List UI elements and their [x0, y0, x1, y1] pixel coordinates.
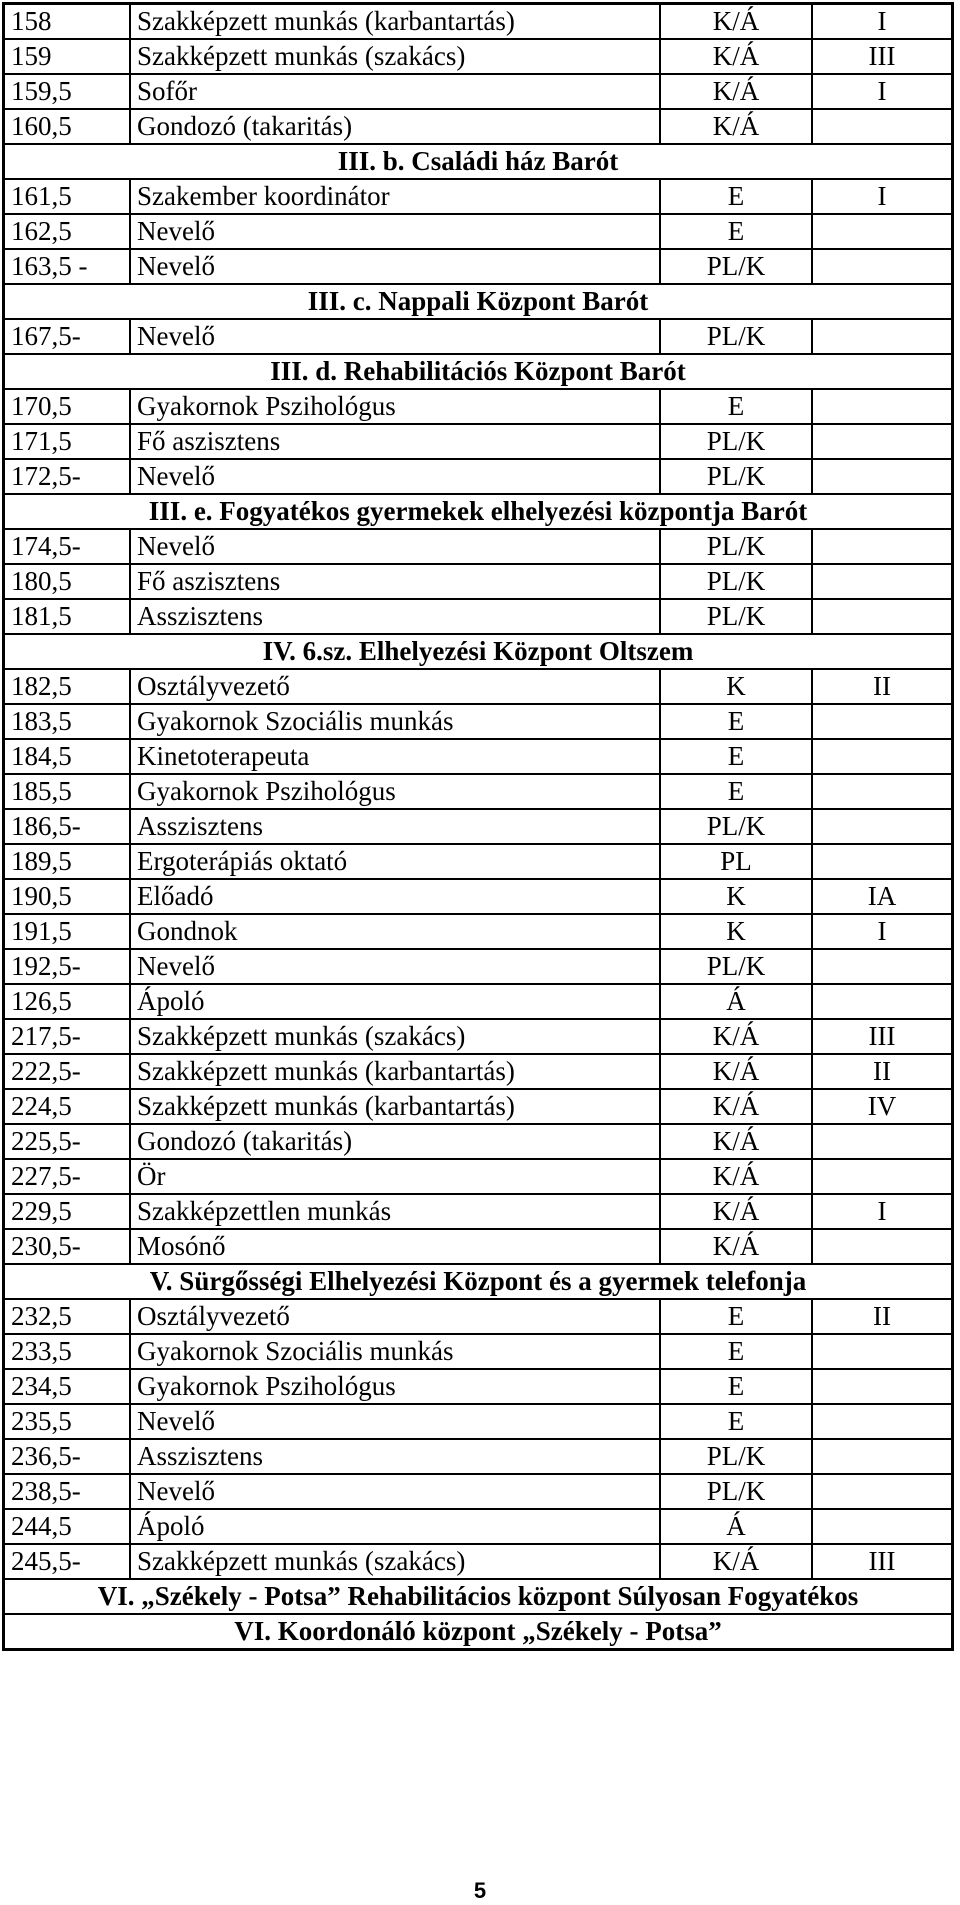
grade-cell [812, 424, 953, 459]
qualification-cell: PL [660, 844, 812, 879]
position-code-cell: 159,5 [4, 74, 131, 109]
grade-cell [812, 739, 953, 774]
position-code-cell: 233,5 [4, 1334, 131, 1369]
table-row [4, 179, 953, 214]
grade-cell: II [812, 1299, 953, 1334]
position-code-cell: 161,5 [4, 179, 131, 214]
position-name-cell: Mosónő [130, 1229, 660, 1264]
position-name-cell: Nevelő [130, 249, 660, 284]
table-row [4, 109, 953, 144]
table-row [4, 564, 953, 599]
grade-cell: III [812, 1019, 953, 1054]
qualification-cell: PL/K [660, 249, 812, 284]
position-code-cell: 244,5 [4, 1509, 131, 1544]
staff-table [2, 2, 954, 1651]
table-row [4, 914, 953, 949]
qualification-cell: E [660, 1369, 812, 1404]
position-code-cell: 174,5- [4, 529, 131, 564]
qualification-cell: PL/K [660, 599, 812, 634]
position-code-cell: 229,5 [4, 1194, 131, 1229]
qualification-cell: K/Á [660, 1229, 812, 1264]
table-row [4, 1124, 953, 1159]
position-code-cell: 234,5 [4, 1369, 131, 1404]
grade-cell [812, 984, 953, 1019]
grade-cell [812, 529, 953, 564]
position-code-cell: 126,5 [4, 984, 131, 1019]
table-row [4, 1544, 953, 1579]
grade-cell [812, 844, 953, 879]
qualification-cell: E [660, 179, 812, 214]
qualification-cell: PL/K [660, 424, 812, 459]
position-name-cell: Nevelő [130, 214, 660, 249]
qualification-cell: PL/K [660, 319, 812, 354]
position-name-cell: Nevelő [130, 529, 660, 564]
position-name-cell: Gyakornok Pszihológus [130, 774, 660, 809]
table-row [4, 389, 953, 424]
qualification-cell: PL/K [660, 1439, 812, 1474]
grade-cell [812, 599, 953, 634]
position-name-cell: Szakképzett munkás (karbantartás) [130, 1089, 660, 1124]
section-title: V. Sürgősségi Elhelyezési Központ és a gyermek telefonja [4, 1264, 953, 1299]
qualification-cell: E [660, 214, 812, 249]
grade-cell: I [812, 1194, 953, 1229]
table-row [4, 214, 953, 249]
grade-cell [812, 704, 953, 739]
position-name-cell: Nevelő [130, 1474, 660, 1509]
qualification-cell: E [660, 739, 812, 774]
grade-cell [812, 214, 953, 249]
grade-cell: IA [812, 879, 953, 914]
table-row [4, 844, 953, 879]
section-header-row [4, 1614, 953, 1650]
position-code-cell: 182,5 [4, 669, 131, 704]
section-header-row [4, 1579, 953, 1614]
grade-cell [812, 774, 953, 809]
grade-cell [812, 1334, 953, 1369]
position-name-cell: Szakképzettlen munkás [130, 1194, 660, 1229]
grade-cell [812, 459, 953, 494]
grade-cell [812, 1159, 953, 1194]
table-row [4, 669, 953, 704]
table-row [4, 1159, 953, 1194]
position-code-cell: 180,5 [4, 564, 131, 599]
grade-cell [812, 809, 953, 844]
section-title: III. b. Családi ház Barót [4, 144, 953, 179]
grade-cell: III [812, 39, 953, 74]
table-row [4, 809, 953, 844]
position-code-cell: 184,5 [4, 739, 131, 774]
position-code-cell: 232,5 [4, 1299, 131, 1334]
grade-cell [812, 109, 953, 144]
position-name-cell: Szakképzett munkás (karbantartás) [130, 1054, 660, 1089]
table-row [4, 1334, 953, 1369]
position-code-cell: 235,5 [4, 1404, 131, 1439]
position-name-cell: Gyakornok Pszihológus [130, 389, 660, 424]
table-row [4, 529, 953, 564]
section-header-row [4, 354, 953, 389]
position-name-cell: Kinetoterapeuta [130, 739, 660, 774]
qualification-cell: K/Á [660, 1054, 812, 1089]
position-code-cell: 159 [4, 39, 131, 74]
table-row [4, 949, 953, 984]
position-name-cell: Nevelő [130, 319, 660, 354]
position-name-cell: Asszisztens [130, 1439, 660, 1474]
position-name-cell: Szakképzett munkás (karbantartás) [130, 4, 660, 40]
position-code-cell: 227,5- [4, 1159, 131, 1194]
table-row [4, 74, 953, 109]
qualification-cell: K/Á [660, 4, 812, 40]
position-code-cell: 171,5 [4, 424, 131, 459]
position-code-cell: 230,5- [4, 1229, 131, 1264]
position-name-cell: Szakképzett munkás (szakács) [130, 1019, 660, 1054]
position-code-cell: 183,5 [4, 704, 131, 739]
section-header-row [4, 634, 953, 669]
position-name-cell: Nevelő [130, 459, 660, 494]
table-row [4, 4, 953, 40]
table-row [4, 1089, 953, 1124]
qualification-cell: E [660, 704, 812, 739]
grade-cell [812, 564, 953, 599]
position-code-cell: 185,5 [4, 774, 131, 809]
table-row [4, 1474, 953, 1509]
grade-cell: II [812, 669, 953, 704]
staff-table-body [4, 4, 953, 1650]
position-code-cell: 224,5 [4, 1089, 131, 1124]
position-name-cell: Ergoterápiás oktató [130, 844, 660, 879]
position-name-cell: Gyakornok Pszihológus [130, 1369, 660, 1404]
position-code-cell: 238,5- [4, 1474, 131, 1509]
position-code-cell: 245,5- [4, 1544, 131, 1579]
position-name-cell: Szakember koordinátor [130, 179, 660, 214]
table-row [4, 1404, 953, 1439]
table-row [4, 424, 953, 459]
section-title: IV. 6.sz. Elhelyezési Központ Oltszem [4, 634, 953, 669]
grade-cell: II [812, 1054, 953, 1089]
grade-cell [812, 389, 953, 424]
qualification-cell: K [660, 879, 812, 914]
table-row [4, 774, 953, 809]
position-name-cell: Gondozó (takaritás) [130, 1124, 660, 1159]
table-row [4, 1054, 953, 1089]
qualification-cell: E [660, 774, 812, 809]
position-name-cell: Asszisztens [130, 599, 660, 634]
qualification-cell: K/Á [660, 39, 812, 74]
position-name-cell: Gondnok [130, 914, 660, 949]
position-code-cell: 192,5- [4, 949, 131, 984]
qualification-cell: PL/K [660, 809, 812, 844]
grade-cell [812, 1229, 953, 1264]
qualification-cell: Á [660, 1509, 812, 1544]
position-code-cell: 170,5 [4, 389, 131, 424]
grade-cell: I [812, 914, 953, 949]
position-name-cell: Ápoló [130, 984, 660, 1019]
position-name-cell: Nevelő [130, 949, 660, 984]
position-code-cell: 225,5- [4, 1124, 131, 1159]
position-name-cell: Osztályvezető [130, 669, 660, 704]
grade-cell [812, 949, 953, 984]
table-row [4, 1019, 953, 1054]
grade-cell: III [812, 1544, 953, 1579]
section-title: VI. „Székely - Potsa” Rehabilitácios központ Súlyosan Fogyatékos [4, 1579, 953, 1614]
position-code-cell: 217,5- [4, 1019, 131, 1054]
position-name-cell: Ápoló [130, 1509, 660, 1544]
qualification-cell: K/Á [660, 1194, 812, 1229]
position-name-cell: Sofőr [130, 74, 660, 109]
position-code-cell: 160,5 [4, 109, 131, 144]
grade-cell: I [812, 179, 953, 214]
position-code-cell: 181,5 [4, 599, 131, 634]
qualification-cell: PL/K [660, 459, 812, 494]
grade-cell [812, 1369, 953, 1404]
position-name-cell: Osztályvezető [130, 1299, 660, 1334]
grade-cell [812, 1474, 953, 1509]
grade-cell [812, 1124, 953, 1159]
qualification-cell: PL/K [660, 564, 812, 599]
grade-cell [812, 1439, 953, 1474]
table-row [4, 459, 953, 494]
position-code-cell: 191,5 [4, 914, 131, 949]
grade-cell [812, 1404, 953, 1439]
qualification-cell: E [660, 389, 812, 424]
table-row [4, 319, 953, 354]
position-code-cell: 222,5- [4, 1054, 131, 1089]
position-code-cell: 236,5- [4, 1439, 131, 1474]
section-header-row [4, 144, 953, 179]
section-header-row [4, 284, 953, 319]
table-row [4, 1194, 953, 1229]
section-title: III. d. Rehabilitációs Központ Barót [4, 354, 953, 389]
section-title: III. e. Fogyatékos gyermekek elhelyezési központja Barót [4, 494, 953, 529]
position-code-cell: 190,5 [4, 879, 131, 914]
grade-cell: I [812, 74, 953, 109]
qualification-cell: K/Á [660, 1089, 812, 1124]
section-header-row [4, 494, 953, 529]
table-row [4, 739, 953, 774]
position-code-cell: 158 [4, 4, 131, 40]
qualification-cell: PL/K [660, 1474, 812, 1509]
qualification-cell: K/Á [660, 1124, 812, 1159]
qualification-cell: E [660, 1299, 812, 1334]
position-code-cell: 172,5- [4, 459, 131, 494]
position-name-cell: Ör [130, 1159, 660, 1194]
qualification-cell: K/Á [660, 109, 812, 144]
table-row [4, 1299, 953, 1334]
position-code-cell: 189,5 [4, 844, 131, 879]
position-name-cell: Gyakornok Szociális munkás [130, 1334, 660, 1369]
section-title: VI. Koordonáló központ „Székely - Potsa” [4, 1614, 953, 1650]
table-row [4, 1439, 953, 1474]
position-name-cell: Nevelő [130, 1404, 660, 1439]
table-row [4, 984, 953, 1019]
qualification-cell: K/Á [660, 74, 812, 109]
grade-cell [812, 1509, 953, 1544]
qualification-cell: PL/K [660, 949, 812, 984]
grade-cell: I [812, 4, 953, 40]
grade-cell [812, 249, 953, 284]
grade-cell: IV [812, 1089, 953, 1124]
position-code-cell: 163,5 - [4, 249, 131, 284]
table-row [4, 249, 953, 284]
table-row [4, 39, 953, 74]
qualification-cell: K/Á [660, 1544, 812, 1579]
qualification-cell: K/Á [660, 1019, 812, 1054]
position-name-cell: Szakképzett munkás (szakács) [130, 39, 660, 74]
qualification-cell: Á [660, 984, 812, 1019]
qualification-cell: K [660, 669, 812, 704]
table-row [4, 599, 953, 634]
position-code-cell: 167,5- [4, 319, 131, 354]
grade-cell [812, 319, 953, 354]
qualification-cell: PL/K [660, 529, 812, 564]
section-title: III. c. Nappali Központ Barót [4, 284, 953, 319]
position-name-cell: Előadó [130, 879, 660, 914]
position-name-cell: Gyakornok Szociális munkás [130, 704, 660, 739]
qualification-cell: E [660, 1334, 812, 1369]
position-name-cell: Gondozó (takaritás) [130, 109, 660, 144]
table-row [4, 1369, 953, 1404]
position-name-cell: Fő aszisztens [130, 424, 660, 459]
position-code-cell: 186,5- [4, 809, 131, 844]
qualification-cell: K [660, 914, 812, 949]
position-name-cell: Fő aszisztens [130, 564, 660, 599]
table-row [4, 1509, 953, 1544]
qualification-cell: K/Á [660, 1159, 812, 1194]
qualification-cell: E [660, 1404, 812, 1439]
table-row [4, 704, 953, 739]
table-row [4, 1229, 953, 1264]
table-row [4, 879, 953, 914]
position-name-cell: Asszisztens [130, 809, 660, 844]
position-name-cell: Szakképzett munkás (szakács) [130, 1544, 660, 1579]
position-code-cell: 162,5 [4, 214, 131, 249]
section-header-row [4, 1264, 953, 1299]
page-number: 5 [473, 1878, 487, 1903]
